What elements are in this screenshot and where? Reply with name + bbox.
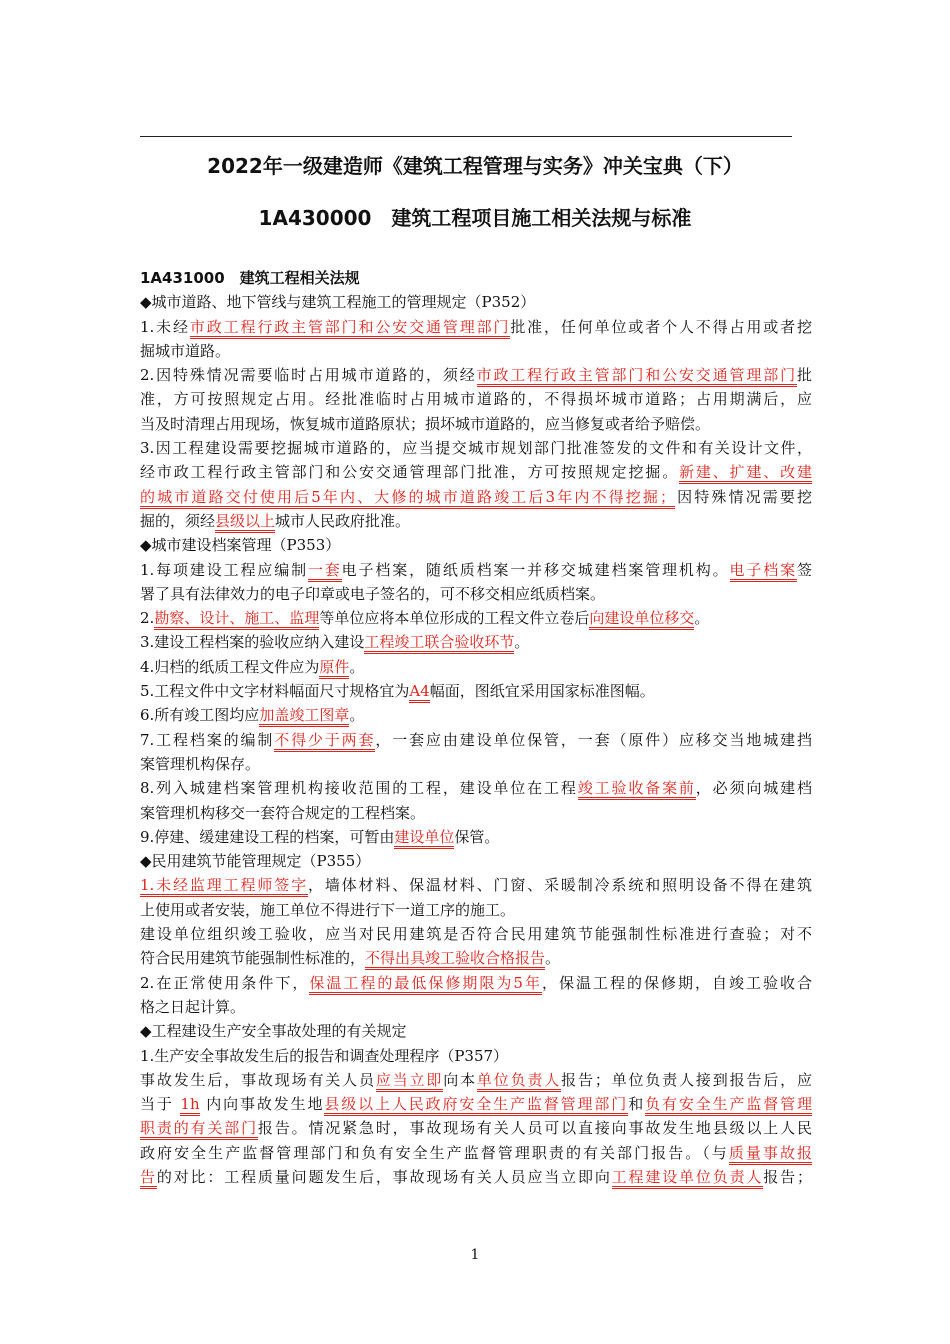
document-title: 2022年一级建造师《建筑工程管理与实务》冲关宝典（下） (207, 154, 743, 178)
text-run: 建设单位组织竣工验收，应当对民用建筑是否符合民用建筑节能强制性标准进行查验；对不 (140, 925, 812, 944)
highlighted-text: 不得出具竣工验收合格报告 (365, 949, 545, 970)
highlighted-text: 1h (180, 1095, 199, 1116)
text-run: ，必须向城建档 (695, 779, 812, 798)
text-line (140, 630, 812, 654)
text-run: 9.停建、缓建建设工程的档案，可暂由 (140, 827, 395, 846)
text-run: ◆城市道路、地下管线与建筑工程施工的管理规定（P352） (140, 293, 536, 312)
text-run: 和 (628, 1095, 646, 1114)
highlighted-text: 质量事故报 (729, 1144, 812, 1165)
text-line (140, 752, 812, 776)
text-line (140, 1019, 812, 1043)
highlighted-text: 市政工程行政主管部门和公安交通管理部门 (477, 366, 797, 387)
text-line (140, 315, 812, 339)
text-line (140, 1165, 812, 1189)
text-run: 3.建设工程档案的验收应纳入建设 (140, 633, 365, 652)
text-line (140, 679, 812, 703)
highlighted-text: 县级以上人民政府安全生产监督管理部门 (324, 1095, 628, 1116)
highlighted-text: 保温工程的最低保修期限为5年 (309, 974, 542, 995)
text-run: 报告； (763, 1167, 812, 1186)
highlighted-text: 工程建设单位负责人 (612, 1168, 764, 1189)
text-line (140, 290, 812, 314)
text-run: 掘的，须经 (140, 511, 216, 530)
text-run: 8.列入城建档案管理机构接收范围的工程，建设单位在工程 (140, 779, 578, 798)
text-run: 1.未经 (140, 317, 190, 336)
text-run: ◆工程建设生产安全事故处理的有关规定 (140, 1022, 407, 1041)
text-run: 。 (545, 949, 561, 968)
highlighted-text: 不得少于两套 (274, 731, 375, 752)
text-line (140, 971, 812, 995)
highlighted-text: 告 (140, 1168, 157, 1189)
text-run: 事故发生后，事故现场有关人员 (140, 1070, 376, 1089)
text-line (140, 1141, 812, 1165)
text-run: 当于 (140, 1095, 181, 1114)
text-line (140, 1044, 812, 1068)
text-line (140, 582, 812, 606)
highlighted-text: 加盖竣工图章 (259, 706, 349, 727)
text-run: 报告。情况紧急时，事故现场有关人员可以直接向事故发生地县级以上人民 (257, 1119, 812, 1138)
page-number: 1 (470, 1247, 480, 1263)
highlighted-text: A4 (409, 682, 429, 703)
text-run: 向本 (443, 1070, 477, 1089)
text-run: ◆民用建筑节能管理规定（P355） (140, 852, 371, 871)
text-line (140, 1116, 812, 1140)
text-run: 3.因工程建设需要挖掘城市道路的，应当提交城市规划部门批准签发的文件和有关设计文件， (140, 439, 812, 458)
text-run: 等单位应将本单位形成的工程文件立卷后 (319, 609, 590, 628)
text-line (140, 728, 812, 752)
text-run: 2.因特殊情况需要临时占用城市道路的，须经 (140, 366, 477, 385)
text-line (140, 922, 812, 946)
highlighted-text: 新建、扩建、改建 (679, 463, 812, 484)
text-line (140, 412, 812, 436)
text-line (140, 436, 812, 460)
text-line (140, 485, 812, 509)
text-line (140, 266, 812, 290)
chapter-title: 1A430000 建筑工程项目施工相关法规与标准 (258, 206, 692, 230)
text-run: ，一套应由建设单位保管，一套（原件）应移交当地城建挡 (375, 730, 812, 749)
text-line (140, 606, 812, 630)
text-line (140, 387, 812, 411)
text-run: 掘城市道路。 (140, 341, 231, 360)
text-run: 格之日起计算。 (140, 997, 246, 1016)
highlighted-text: 职责的有关部门 (140, 1119, 258, 1140)
highlighted-text: 的城市道路交付使用后5年内、大修的城市道路竣工后3年内不得挖掘； (140, 488, 675, 509)
text-run: 案管理机构保存。 (140, 754, 261, 773)
text-line (140, 558, 812, 582)
text-line (140, 849, 812, 873)
text-run: 。 (349, 706, 365, 725)
text-run: ，墙体材料、保温材料、门窗、采暖制冷系统和照明设备不得在建筑 (307, 876, 812, 895)
highlighted-text: 负有安全生产监督管理 (645, 1095, 812, 1116)
text-run: 案管理机构移交一套符合规定的工程档案。 (140, 803, 426, 822)
text-run: 准，方可按照规定占用。经批准临时占用城市道路的，不得损坏城市道路；占用期满后，应 (140, 390, 812, 409)
text-line (140, 801, 812, 825)
text-run: 7.工程档案的编制 (140, 730, 275, 749)
text-run: 保管。 (454, 827, 500, 846)
highlighted-text: 市政工程行政主管部门和公安交通管理部门 (190, 318, 510, 339)
text-line (140, 995, 812, 1019)
text-run: 电子档案，随纸质档案一并移交城建档案管理机构。 (341, 560, 730, 579)
text-line (140, 1068, 812, 1092)
text-run: 城市人民政府批准。 (275, 511, 411, 530)
text-line (140, 509, 812, 533)
text-run: 6.所有竣工图均应 (140, 706, 260, 725)
highlighted-text: 向建设单位移交 (589, 609, 694, 630)
highlighted-text: 1.未经监理工程师签字 (140, 876, 308, 897)
section-heading: 1A431000 建筑工程相关法规 (140, 269, 360, 287)
text-line (140, 460, 812, 484)
text-run: 的对比：工程质量问题发生后，事故现场有关人员应当立即向 (156, 1167, 612, 1186)
text-line (140, 339, 812, 363)
highlighted-text: 竣工验收备案前 (578, 779, 696, 800)
text-run: 4.归档的纸质工程文件应为 (140, 657, 320, 676)
text-run: 5.工程文件中文字材料幅面尺寸规格宜为 (140, 682, 410, 701)
highlighted-text: 勘察、设计、施工、监理 (154, 609, 319, 630)
text-run: 。 (694, 609, 710, 628)
text-line (140, 873, 812, 897)
text-line (140, 533, 812, 557)
text-run: 内向事故发生地 (199, 1095, 325, 1114)
text-run: 幅面，图纸宜采用国家标准图幅。 (429, 682, 655, 701)
highlighted-text: 单位负责人 (477, 1071, 561, 1092)
text-run: ，保温工程的保修期，自竣工验收合 (541, 973, 813, 992)
highlighted-text: 应当立即 (376, 1071, 443, 1092)
highlighted-text: 一套 (308, 561, 342, 582)
highlighted-text: 工程竣工联合验收环节 (364, 633, 514, 654)
text-run: 当及时清理占用现场，恢复城市道路原状；损坏城市道路的，应当修复或者给予赔偿。 (140, 414, 711, 433)
text-run: 1.生产安全事故发生后的报告和调查处理程序（P357） (140, 1046, 509, 1065)
text-line (140, 776, 812, 800)
text-line (140, 363, 812, 387)
text-run: 。 (514, 633, 530, 652)
header-rule (140, 136, 792, 137)
text-run: 批准，任何单位或者个人不得占用或者挖 (510, 317, 812, 336)
highlighted-text: 县级以上 (215, 512, 275, 533)
text-run: 因特殊情况需要挖 (674, 487, 812, 506)
highlighted-text: 建设单位 (394, 828, 454, 849)
highlighted-text: 原件 (319, 658, 349, 679)
text-run: 2. (140, 609, 155, 628)
text-run: 经市政工程行政主管部门和公安交通管理部门批准，方可按照规定挖掘。 (140, 463, 680, 482)
highlighted-text: 电子档案 (730, 561, 797, 582)
body-text (140, 266, 812, 1189)
text-run: ◆城市建设档案管理（P353） (140, 536, 341, 555)
text-run: 签 (796, 560, 812, 579)
text-line (140, 946, 812, 970)
text-run: 报告；单位负责人接到报告后，应 (561, 1070, 812, 1089)
text-line (140, 1092, 812, 1116)
text-line (140, 898, 812, 922)
text-run: 符合民用建筑节能强制性标准的， (140, 949, 366, 968)
text-run: 上使用或者安装，施工单位不得进行下一道工序的施工。 (140, 900, 516, 919)
text-run: 批 (796, 366, 812, 385)
text-run: 署了具有法律效力的电子印章或电子签名的，可不移交相应纸质档案。 (140, 584, 606, 603)
text-line (140, 825, 812, 849)
text-line (140, 655, 812, 679)
text-run: 1.每项建设工程应编制 (140, 560, 308, 579)
text-run: 政府安全生产监督管理部门和负有安全生产监督管理职责的有关部门报告。（与 (140, 1143, 729, 1162)
text-run: 。 (349, 657, 365, 676)
text-line (140, 703, 812, 727)
text-run: 2.在正常使用条件下， (140, 973, 310, 992)
